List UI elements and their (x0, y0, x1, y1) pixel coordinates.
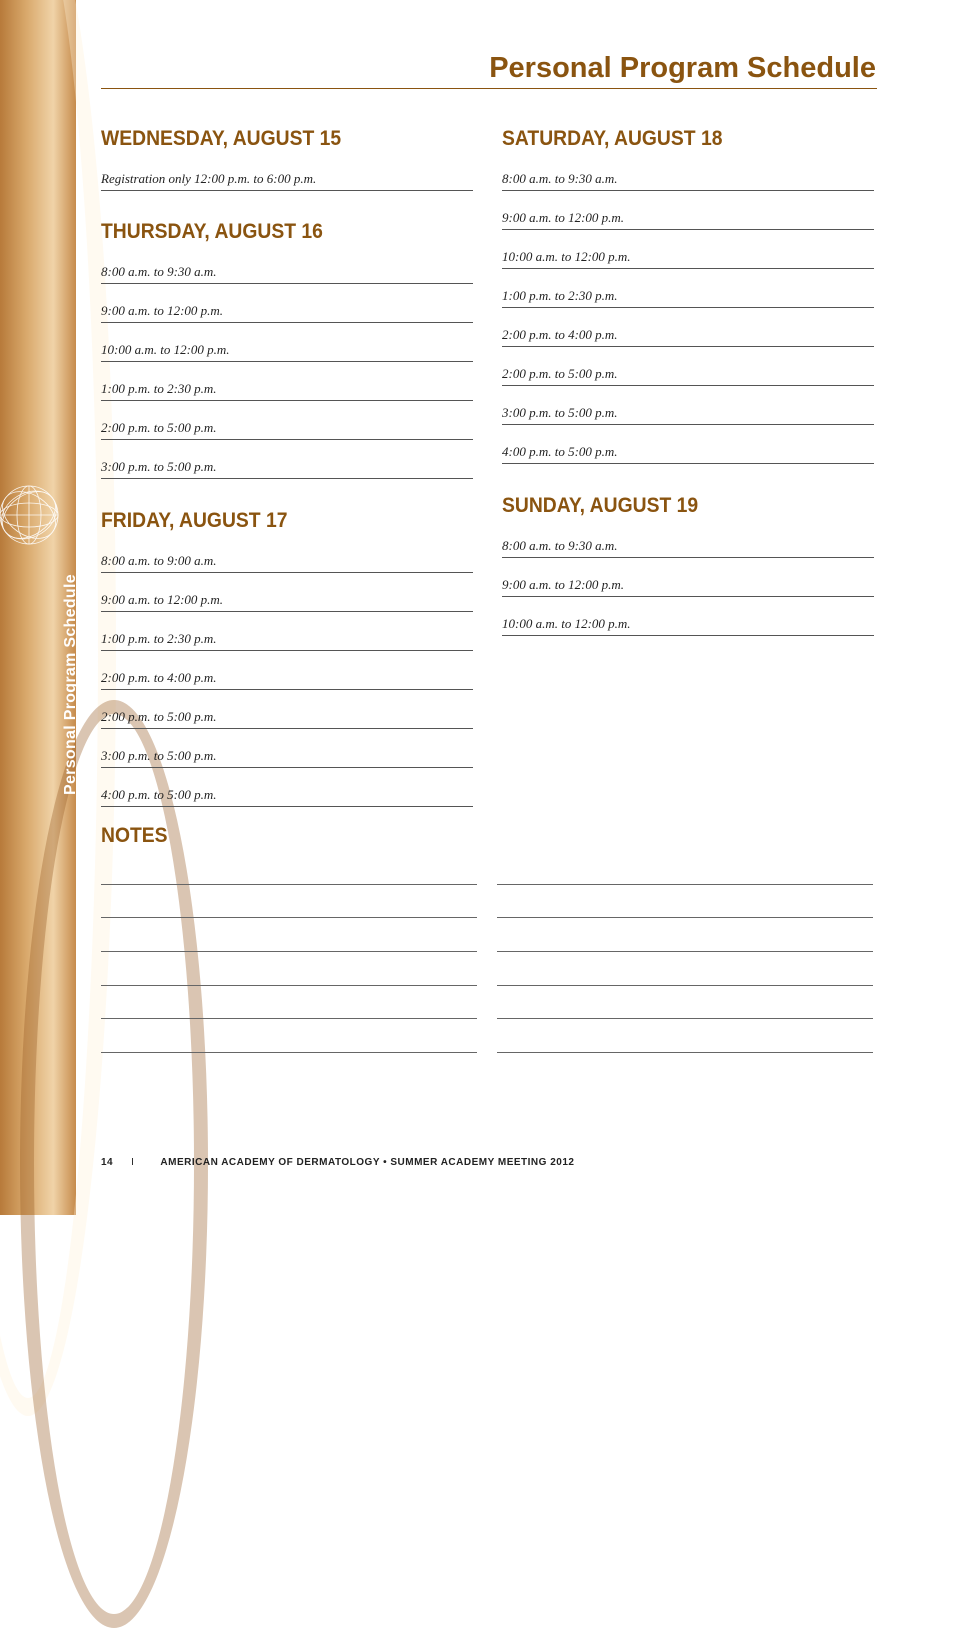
note-line (101, 985, 477, 986)
schedule-slot (101, 652, 473, 690)
slot-time: 10:00 a.m. to 12:00 p.m. (502, 616, 631, 631)
slot-time: 9:00 a.m. to 12:00 p.m. (502, 210, 625, 225)
slot-time: 2:00 p.m. to 5:00 p.m. (502, 366, 618, 381)
schedule-slot (502, 426, 874, 464)
day-heading: FRIDAY, AUGUST 17 (101, 509, 288, 532)
slot-time: 8:00 a.m. to 9:30 a.m. (502, 538, 618, 553)
schedule-slot (502, 192, 874, 230)
schedule-slot (101, 402, 473, 440)
slot-time: 4:00 p.m. to 5:00 p.m. (101, 787, 217, 802)
sidebar-section-label: Personal Program Schedule (62, 574, 79, 795)
note-line (497, 1018, 873, 1019)
day-friday (101, 509, 473, 807)
schedule-slot (502, 270, 874, 308)
schedule-slot (101, 769, 473, 807)
slot-time: 1:00 p.m. to 2:30 p.m. (101, 631, 217, 646)
schedule-slot (101, 613, 473, 651)
footer-text: AMERICAN ACADEMY OF DERMATOLOGY • SUMMER ACADEMY MEETING 2012 (160, 1157, 575, 1168)
note-line (497, 985, 873, 986)
schedule-slot (502, 231, 874, 269)
slot-time: 9:00 a.m. to 12:00 p.m. (101, 303, 224, 318)
notes-heading: NOTES (101, 824, 168, 847)
slot-time: 2:00 p.m. to 5:00 p.m. (101, 709, 217, 724)
slot-time: 10:00 a.m. to 12:00 p.m. (101, 342, 230, 357)
note-line (497, 884, 873, 885)
schedule-slot (502, 559, 874, 597)
slot-time: 1:00 p.m. to 2:30 p.m. (101, 381, 217, 396)
slot-time: Registration only 12:00 p.m. to 6:00 p.m. (101, 171, 317, 186)
slot-time: 1:00 p.m. to 2:30 p.m. (502, 288, 618, 303)
day-heading: SATURDAY, AUGUST 18 (502, 127, 723, 150)
slot-time: 9:00 a.m. to 12:00 p.m. (101, 592, 224, 607)
slot-time: 3:00 p.m. to 5:00 p.m. (502, 405, 618, 420)
note-line (101, 1018, 477, 1019)
decorative-sidebar (0, 0, 79, 1215)
note-line (101, 1052, 477, 1053)
slot-time: 2:00 p.m. to 4:00 p.m. (502, 327, 618, 342)
slot-time: 10:00 a.m. to 12:00 p.m. (502, 249, 631, 264)
title-divider (101, 88, 877, 89)
page-title: Personal Program Schedule (489, 52, 876, 84)
day-wednesday (101, 127, 473, 191)
slot-time: 8:00 a.m. to 9:30 a.m. (101, 264, 217, 279)
note-line (101, 917, 477, 918)
day-thursday (101, 220, 473, 479)
schedule-slot (502, 348, 874, 386)
globe-logo-icon (0, 484, 60, 546)
schedule-slot (502, 309, 874, 347)
slot-time: 2:00 p.m. to 5:00 p.m. (101, 420, 217, 435)
schedule-slot (101, 260, 473, 284)
note-line (497, 951, 873, 952)
schedule-slot (502, 534, 874, 558)
day-heading: THURSDAY, AUGUST 16 (101, 220, 323, 243)
page-footer (101, 1157, 574, 1168)
slot-time: 2:00 p.m. to 4:00 p.m. (101, 670, 217, 685)
schedule-slot (502, 387, 874, 425)
day-heading: WEDNESDAY, AUGUST 15 (101, 127, 342, 150)
note-line (497, 1052, 873, 1053)
day-sunday (502, 494, 874, 636)
schedule-slot (101, 730, 473, 768)
day-heading: SUNDAY, AUGUST 19 (502, 494, 699, 517)
slot-time: 8:00 a.m. to 9:30 a.m. (502, 171, 618, 186)
schedule-slot (502, 167, 874, 191)
footer-separator: I (131, 1157, 135, 1168)
note-line (497, 917, 873, 918)
page-number: 14 (101, 1157, 114, 1168)
day-saturday (502, 127, 874, 464)
note-line (101, 884, 477, 885)
slot-time: 4:00 p.m. to 5:00 p.m. (502, 444, 618, 459)
schedule-slot (101, 574, 473, 612)
note-line (101, 951, 477, 952)
schedule-slot (101, 167, 473, 191)
schedule-slot (502, 598, 874, 636)
schedule-slot (101, 363, 473, 401)
slot-time: 8:00 a.m. to 9:00 a.m. (101, 553, 217, 568)
schedule-slot (101, 441, 473, 479)
schedule-slot (101, 324, 473, 362)
schedule-slot (101, 549, 473, 573)
schedule-slot (101, 691, 473, 729)
slot-time: 9:00 a.m. to 12:00 p.m. (502, 577, 625, 592)
slot-time: 3:00 p.m. to 5:00 p.m. (101, 748, 217, 763)
slot-time: 3:00 p.m. to 5:00 p.m. (101, 459, 217, 474)
schedule-slot (101, 285, 473, 323)
